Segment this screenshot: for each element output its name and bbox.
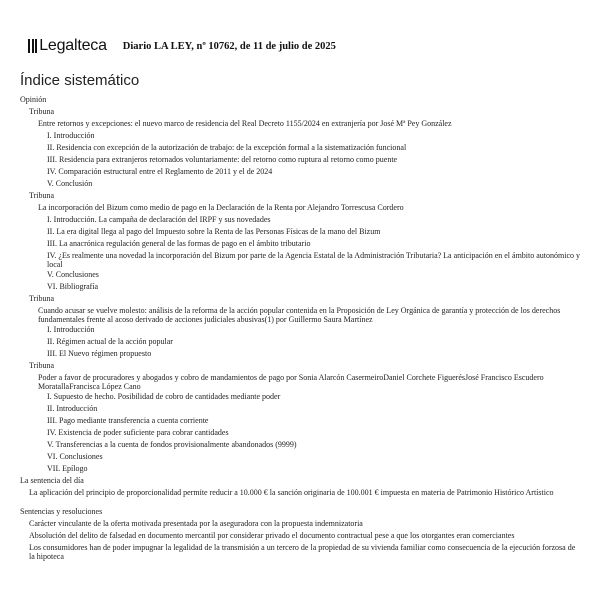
- toc-item[interactable]: III. Pago mediante transferencia a cuenta corriente: [47, 416, 209, 425]
- document-header: [28, 36, 336, 56]
- toc-item[interactable]: II. Introducción: [47, 404, 98, 413]
- section-opinion[interactable]: Opinión: [20, 95, 47, 104]
- sentencia-title[interactable]: La aplicación del principio de proporcionalidad permite reducir a 10.000 € la sanción originaria de 100.001 € impuesta en materia de Patrimonio Histórico Artístico: [29, 488, 554, 497]
- toc-item[interactable]: IV. ¿Es realmente una novedad la incorporación del Bizum por parte de la Agencia Estatal de la Administración Tributaria? La anticipación en el ámbito autonómico y local: [47, 251, 581, 269]
- article-title[interactable]: Cuando acusar se vuelve molesto: análisis de la reforma de la acción popular contenida en la Proposición de Ley Orgánica de garantía y protección de los derechos fundamentales frente al acoso derivado de acciones judiciales abusivas(1) por Guillermo Saura Martínez: [38, 306, 561, 324]
- toc-item[interactable]: IV. Existencia de poder suficiente para cobrar cantidades: [47, 428, 229, 437]
- toc-item[interactable]: I. Introducción. La campaña de declaración del IRPF y sus novedades: [47, 215, 271, 224]
- section-sentencia-del-dia[interactable]: La sentencia del día: [20, 476, 84, 485]
- toc-item[interactable]: II. Residencia con excepción de la autorización de trabajo: de la excepción formal a la sistematización funcional: [47, 143, 407, 152]
- article-title[interactable]: Entre retornos y excepciones: el nuevo marco de residencia del Real Decreto 1155/2024 en extranjería por José Mª Pey González: [38, 119, 452, 128]
- section-sentencias-resoluciones[interactable]: Sentencias y resoluciones: [20, 507, 103, 516]
- toc-item[interactable]: II. Régimen actual de la acción popular: [47, 337, 173, 346]
- subsection-tribuna[interactable]: Tribuna: [29, 191, 55, 200]
- toc-item[interactable]: V. Conclusión: [47, 179, 93, 188]
- toc-item[interactable]: I. Supuesto de hecho. Posibilidad de cobro de cantidades mediante poder: [47, 392, 281, 401]
- toc-item[interactable]: VI. Bibliografía: [47, 282, 99, 291]
- legalteca-logo[interactable]: [28, 37, 107, 55]
- journal-title: Diario LA LEY, nº 10762, de 11 de julio de 2025: [122, 40, 336, 52]
- sentencia-item[interactable]: Absolución del delito de falsedad en documento mercantil por considerar privado el documento contractual pese a que los otorgantes eran comerciantes: [29, 531, 515, 540]
- toc-item[interactable]: III. Residencia para extranjeros retornados voluntariamente: del retorno como ruptura al retorno como puente: [47, 155, 398, 164]
- toc-item[interactable]: V. Transferencias a la cuenta de fondos provisionalmente abandonados (9999): [47, 440, 297, 449]
- logo-bars-icon: [28, 39, 37, 53]
- toc-item[interactable]: III. La anacrónica regulación general de las formas de pago en el ámbito tributario: [47, 239, 311, 248]
- toc-item[interactable]: VII. Epílogo: [47, 464, 88, 473]
- subsection-tribuna[interactable]: Tribuna: [29, 361, 55, 370]
- toc-item[interactable]: VI. Conclusiones: [47, 452, 103, 461]
- subsection-tribuna[interactable]: Tribuna: [29, 107, 55, 116]
- sentencia-item[interactable]: Los consumidores han de poder impugnar la legalidad de la transmisión a un tercero de la propiedad de su vivienda familiar como consecuencia de la ejecución forzosa de la hipoteca: [29, 543, 576, 561]
- article-title[interactable]: Poder a favor de procuradores y abogados y cobro de mandamientos de pago por Sonia Alarcón CasermeiroDaniel Corchete FiguerésJosé Francisco Escudero MoratallaFrancisca López Cano: [38, 373, 544, 391]
- toc-item[interactable]: V. Conclusiones: [47, 270, 99, 279]
- toc-item[interactable]: I. Introducción: [47, 325, 95, 334]
- article-title[interactable]: La incorporación del Bizum como medio de pago en la Declaración de la Renta por Alejandro Torrescusa Cordero: [38, 203, 404, 212]
- toc-item[interactable]: III. El Nuevo régimen propuesto: [47, 349, 152, 358]
- page-title: Índice sistemático: [20, 72, 140, 89]
- toc-item[interactable]: IV. Comparación estructural entre el Reglamento de 2011 y el de 2024: [47, 167, 273, 176]
- subsection-tribuna[interactable]: Tribuna: [29, 294, 55, 303]
- toc-item[interactable]: I. Introducción: [47, 131, 95, 140]
- sentencia-item[interactable]: Carácter vinculante de la oferta motivada presentada por la aseguradora con la propuesta indemnizatoria: [29, 519, 363, 528]
- toc-item[interactable]: II. La era digital llega al pago del Impuesto sobre la Renta de las Personas Físicas de la mano del Bizum: [47, 227, 381, 236]
- logo-text: Legalteca: [39, 37, 107, 54]
